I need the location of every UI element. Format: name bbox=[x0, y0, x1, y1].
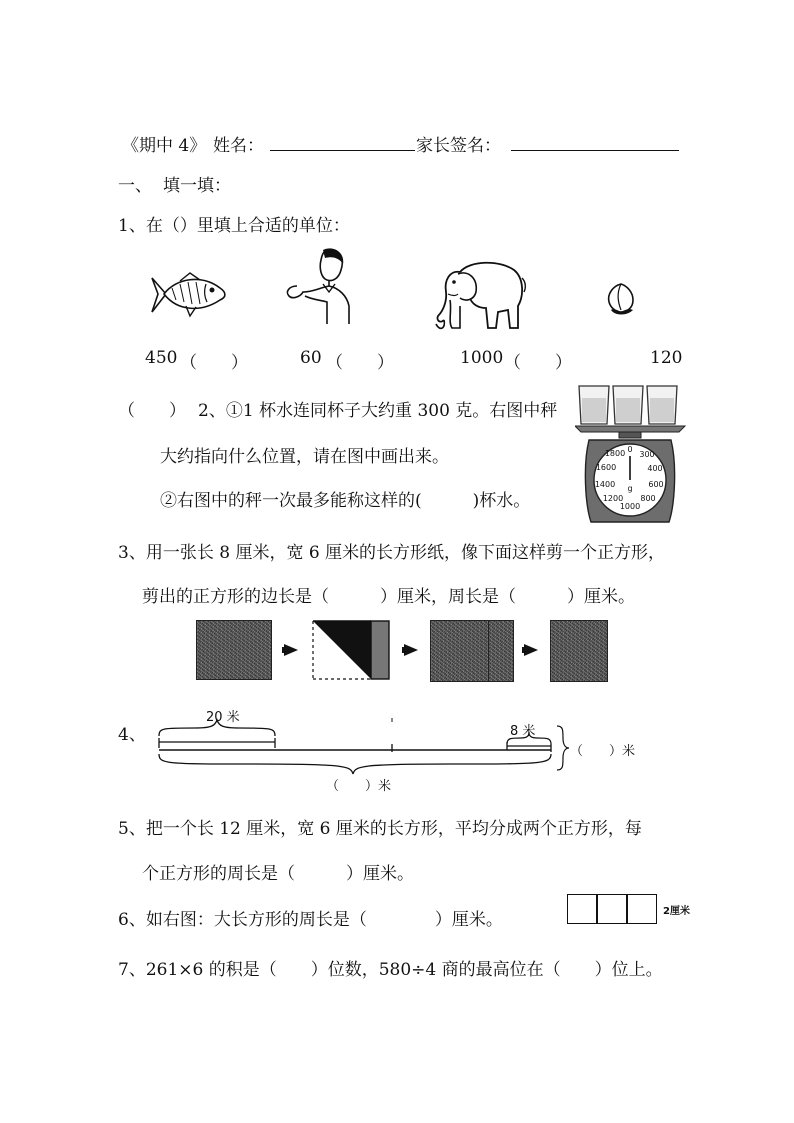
section-title: 填一填： bbox=[163, 176, 231, 196]
fold-diagram bbox=[312, 620, 392, 682]
paper-rectangle bbox=[196, 620, 272, 680]
q1-text: 1、在（）里填上合适的单位： bbox=[118, 216, 350, 236]
square-1 bbox=[567, 894, 597, 924]
q6-side-label: 2厘米 bbox=[663, 906, 690, 917]
q2-line1: 2、①1 杯水连同杯子大约重 300 克。右图中秤 bbox=[198, 401, 558, 421]
scale-label-1800: 1800 bbox=[604, 449, 626, 458]
scale-icon[interactable] bbox=[575, 384, 687, 524]
result-square bbox=[550, 620, 608, 682]
name-label: 姓名： bbox=[213, 136, 264, 156]
square-3 bbox=[627, 894, 657, 924]
q6-text: 6、如右图：大长方形的周长是（ ）厘米。 bbox=[118, 910, 503, 930]
q1-value-1: 450 bbox=[145, 348, 178, 368]
q1-blank-3[interactable]: （ ） bbox=[504, 353, 572, 373]
q4-bottom-blank[interactable]: （ ）米 bbox=[326, 779, 392, 794]
arrow-right-icon-stem bbox=[402, 647, 410, 653]
q1-value-2: 60 bbox=[300, 348, 322, 368]
scale-label-0: 0 bbox=[627, 445, 633, 454]
q1-value-4: 120 bbox=[650, 348, 683, 368]
q2-line3: ②右图中的秤一次最多能称这样的( )杯水。 bbox=[160, 491, 531, 511]
q1-blank-2[interactable]: （ ） bbox=[326, 353, 394, 373]
section-number: 一、 bbox=[118, 176, 152, 196]
cut-line bbox=[488, 621, 489, 681]
q2-line2: 大约指向什么位置，请在图中画出来。 bbox=[160, 447, 449, 467]
scale-label-1200: 1200 bbox=[602, 494, 624, 503]
peach-icon bbox=[603, 280, 639, 316]
q3-line1: 3、用一张长 8 厘米，宽 6 厘米的长方形纸，像下面这样剪一个正方形， bbox=[118, 543, 666, 563]
q5-line2: 个正方形的周长是（ ）厘米。 bbox=[142, 864, 414, 884]
scale-label-300: 300 bbox=[639, 450, 655, 459]
name-blank[interactable] bbox=[270, 150, 415, 151]
q1-wrap-blank[interactable]: （ ） bbox=[118, 401, 186, 421]
exam-title: 《期中 4》 bbox=[122, 136, 207, 156]
q4-right-top-label: 8 米 bbox=[510, 724, 536, 739]
sign-label: 家长签名： bbox=[416, 136, 501, 156]
q1-blank-1[interactable]: （ ） bbox=[180, 353, 248, 373]
fish-icon bbox=[150, 272, 230, 320]
scale-label-800: 800 bbox=[640, 494, 656, 503]
scale-label-600: 600 bbox=[648, 480, 664, 489]
person-icon bbox=[283, 246, 355, 326]
square-2 bbox=[597, 894, 627, 924]
q4-side-blank[interactable]: （ ）米 bbox=[570, 744, 636, 759]
arrow-right-icon-stem bbox=[522, 647, 530, 653]
sign-blank[interactable] bbox=[511, 150, 679, 151]
q4-top-label: 20 米 bbox=[206, 710, 240, 725]
arrow-right-icon-stem bbox=[282, 647, 290, 653]
cut-rectangle bbox=[430, 620, 514, 682]
q3-line2: 剪出的正方形的边长是（ ）厘米，周长是（ ）厘米。 bbox=[142, 587, 635, 607]
q7-text: 7、261×6 的积是（ ）位数，580÷4 商的最高位在（ ）位上。 bbox=[118, 960, 663, 980]
q5-line1: 5、把一个长 12 厘米，宽 6 厘米的长方形，平均分成两个正方形，每 bbox=[118, 819, 642, 839]
scale-label-1400: 1400 bbox=[594, 480, 616, 489]
q4-number: 4、 bbox=[118, 725, 146, 745]
elephant-icon bbox=[430, 258, 528, 334]
scale-label-1000: 1000 bbox=[619, 502, 641, 511]
scale-label-400: 400 bbox=[647, 464, 663, 473]
scale-label-1600: 1600 bbox=[595, 463, 617, 472]
q1-value-3: 1000 bbox=[460, 348, 504, 368]
scale-unit: g bbox=[627, 484, 633, 493]
